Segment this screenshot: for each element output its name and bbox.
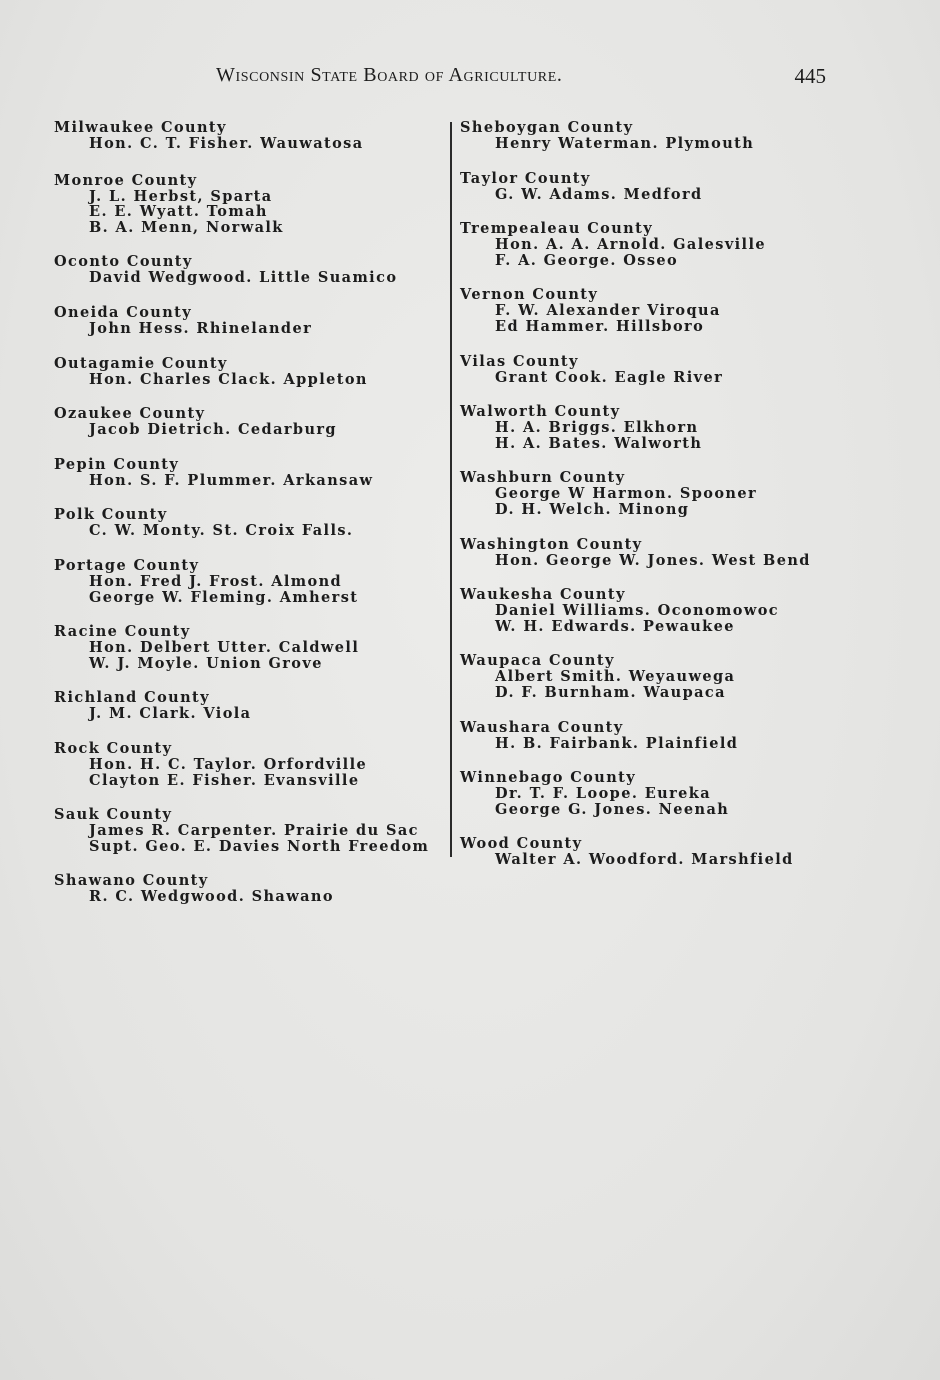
county-name: Oconto County xyxy=(54,253,193,271)
county-name: Vilas County xyxy=(460,352,579,370)
county-name: Shawano County xyxy=(54,872,209,890)
member-line: George W Harmon. Spooner xyxy=(495,485,758,503)
county-name: Waukesha County xyxy=(460,586,626,604)
member-line: Hon. George W. Jones. West Bend xyxy=(495,551,811,569)
county-entry xyxy=(460,836,840,868)
member-line: Daniel Williams. Oconomowoc xyxy=(495,602,780,620)
county-entry xyxy=(460,354,840,386)
county-name: Sauk County xyxy=(54,806,173,824)
county-name: Rock County xyxy=(54,739,173,757)
member-line: J. M. Clark. Viola xyxy=(89,705,252,723)
county-name: Vernon County xyxy=(460,286,599,304)
county-name: Waushara County xyxy=(460,718,624,736)
county-name: Sheboygan County xyxy=(460,119,634,136)
member-line: John Hess. Rhinelander xyxy=(89,319,313,337)
county-name: Oneida County xyxy=(54,303,193,321)
member-line: Hon. C. T. Fisher. Wauwatosa xyxy=(89,135,364,152)
county-name: Washburn County xyxy=(460,469,626,487)
member-line: B. A. Menn, Norwalk xyxy=(89,218,284,236)
county-name: Portage County xyxy=(54,556,200,574)
member-line: E. E. Wyatt. Tomah xyxy=(89,203,268,221)
county-entry xyxy=(460,287,840,334)
county-entry xyxy=(54,173,446,236)
county-name: Polk County xyxy=(54,506,168,524)
county-name: Racine County xyxy=(54,623,191,641)
member-line: D. F. Burnham. Waupaca xyxy=(495,683,726,701)
member-line: Grant Cook. Eagle River xyxy=(495,368,724,386)
member-line: Hon. Charles Clack. Appleton xyxy=(89,370,368,388)
member-line: James R. Carpenter. Prairie du Sac xyxy=(89,822,419,840)
member-line: Albert Smith. Weyauwega xyxy=(495,668,736,686)
county-entry xyxy=(460,404,840,451)
county-name: Walworth County xyxy=(460,403,621,421)
member-line: George W. Fleming. Amherst xyxy=(89,588,359,606)
county-entry xyxy=(54,741,446,788)
member-line: Clayton E. Fisher. Evansville xyxy=(89,771,360,789)
member-line: H. A. Bates. Walworth xyxy=(495,434,703,452)
member-line: J. L. Herbst, Sparta xyxy=(89,187,273,205)
member-line: W. H. Edwards. Pewaukee xyxy=(495,617,735,635)
county-name: Taylor County xyxy=(460,169,591,187)
county-name: Washington County xyxy=(460,535,643,553)
member-line: F. A. George. Osseo xyxy=(495,251,679,269)
page-title: Wisconsin State Board of Agriculture. xyxy=(216,64,563,86)
county-name: Ozaukee County xyxy=(54,405,206,423)
member-line: F. W. Alexander Viroqua xyxy=(495,302,721,320)
county-entry xyxy=(460,470,840,517)
county-name: Pepin County xyxy=(54,455,180,473)
member-line: R. C. Wedgwood. Shawano xyxy=(89,888,334,906)
member-line: Hon. A. A. Arnold. Galesville xyxy=(495,236,766,254)
member-line: C. W. Monty. St. Croix Falls. xyxy=(89,522,354,540)
page-number: 445 xyxy=(794,64,826,88)
county-name: Trempealeau County xyxy=(460,220,654,238)
right-column xyxy=(460,120,840,887)
county-entry xyxy=(54,807,446,854)
county-entry xyxy=(460,171,840,203)
county-name: Waupaca County xyxy=(460,652,615,670)
county-entry xyxy=(54,457,446,489)
county-name: Winnebago County xyxy=(460,769,637,787)
member-line: George G. Jones. Neenah xyxy=(495,800,730,818)
county-entry xyxy=(54,507,446,539)
county-entry xyxy=(54,356,446,388)
column-divider xyxy=(450,122,452,857)
county-entry xyxy=(460,720,840,752)
member-line: David Wedgwood. Little Suamico xyxy=(89,269,398,287)
county-entry xyxy=(460,120,840,152)
county-entry xyxy=(54,120,446,152)
member-line: Supt. Geo. E. Davies North Freedom xyxy=(89,837,430,855)
county-entry xyxy=(54,624,446,671)
left-column xyxy=(54,120,446,924)
county-entry xyxy=(54,873,446,905)
member-line: Hon. Fred J. Frost. Almond xyxy=(89,572,343,590)
county-entry xyxy=(460,653,840,700)
county-name: Monroe County xyxy=(54,171,198,189)
member-line: G. W. Adams. Medford xyxy=(495,185,703,203)
county-entry xyxy=(460,587,840,634)
page-header xyxy=(216,64,826,94)
member-line: Hon. H. C. Taylor. Orfordville xyxy=(89,755,368,773)
member-line: H. A. Briggs. Elkhorn xyxy=(495,419,699,437)
county-entry xyxy=(54,406,446,438)
member-line: Jacob Dietrich. Cedarburg xyxy=(89,421,337,439)
county-name: Milwaukee County xyxy=(54,119,227,136)
county-entry xyxy=(54,254,446,286)
member-line: Hon. S. F. Plummer. Arkansaw xyxy=(89,471,374,489)
member-line: Walter A. Woodford. Marshfield xyxy=(495,851,794,869)
member-line: Henry Waterman. Plymouth xyxy=(495,135,755,152)
county-entry xyxy=(54,558,446,605)
member-line: Dr. T. F. Loope. Eureka xyxy=(495,785,712,803)
member-line: H. B. Fairbank. Plainfield xyxy=(495,734,739,752)
county-name: Wood County xyxy=(460,835,583,853)
member-line: D. H. Welch. Minong xyxy=(495,500,690,518)
county-name: Outagamie County xyxy=(54,354,228,372)
county-entry xyxy=(460,770,840,817)
county-entry xyxy=(460,221,840,268)
member-line: W. J. Moyle. Union Grove xyxy=(89,654,323,672)
member-line: Hon. Delbert Utter. Caldwell xyxy=(89,639,360,657)
county-entry xyxy=(54,305,446,337)
county-name: Richland County xyxy=(54,689,210,707)
county-entry xyxy=(460,537,840,569)
member-line: Ed Hammer. Hillsboro xyxy=(495,317,705,335)
county-entry xyxy=(54,690,446,722)
